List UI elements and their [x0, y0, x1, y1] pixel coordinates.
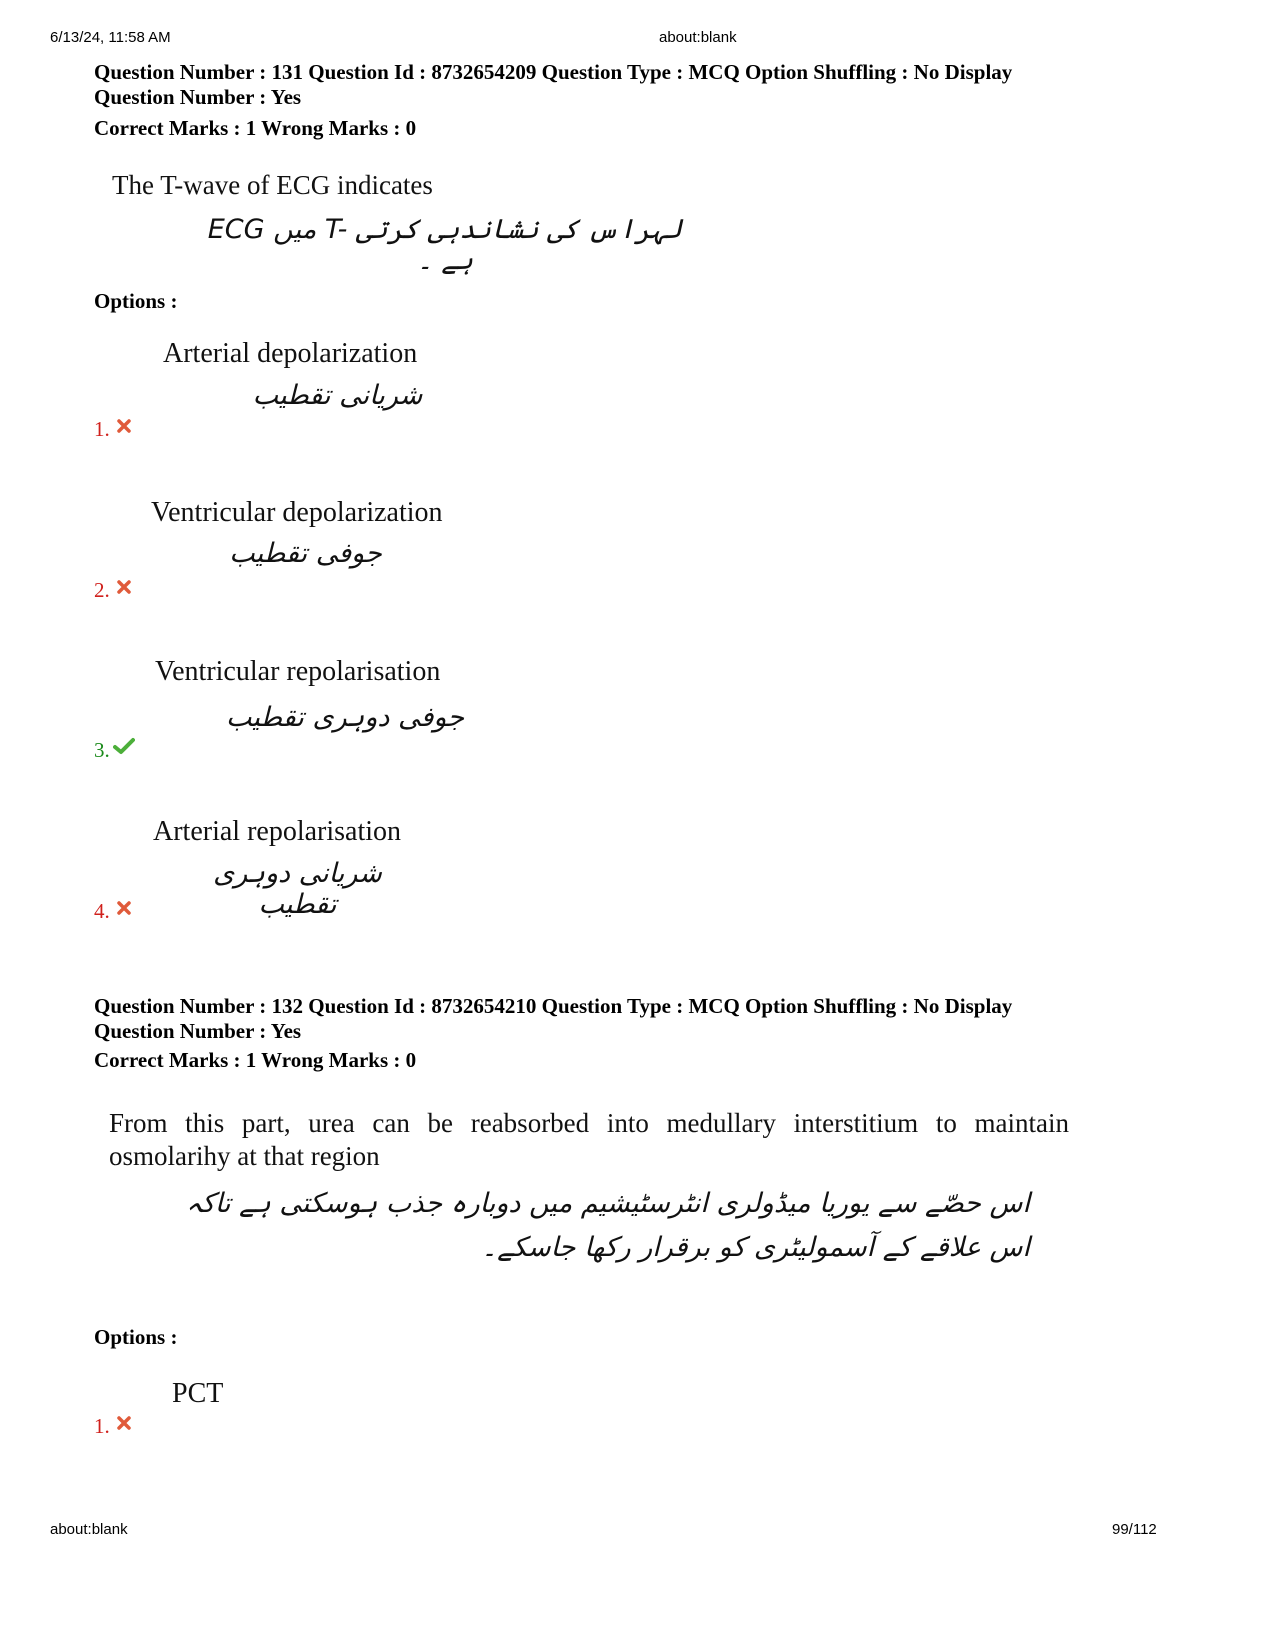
- option-text-en: Ventricular depolarization: [151, 497, 443, 528]
- question-marks: Correct Marks : 1 Wrong Marks : 0: [94, 1048, 417, 1072]
- question-meta-line1: Question Number : 131 Question Id : 8732654209 Question Type : MCQ Option Shuffling : No Display: [94, 60, 1013, 84]
- question-text-en: The T-wave of ECG indicates: [112, 170, 433, 200]
- question-text-en-line2: osmolarihy at that region: [109, 1141, 380, 1171]
- print-url-footer: about:blank: [50, 1521, 128, 1538]
- print-url-header: about:blank: [659, 29, 737, 46]
- print-datetime: 6/13/24, 11:58 AM: [50, 29, 171, 46]
- option-text-en: Arterial depolarization: [163, 338, 418, 369]
- option-number: 1.: [94, 417, 110, 441]
- option-number: 4.: [94, 899, 110, 923]
- option-text-ur: شریانی دوہری تقطیب: [213, 858, 382, 920]
- page-number: 99/112: [1112, 1521, 1157, 1538]
- question-text-en-line1: From this part, urea can be reabsorbed into medullary interstitium to maintain: [109, 1108, 1069, 1138]
- option-number: 2.: [94, 578, 110, 602]
- option-number: 3.: [94, 738, 110, 762]
- wrong-icon: [116, 1415, 132, 1431]
- options-label: Options :: [94, 1325, 178, 1349]
- option-text-en: Arterial repolarisation: [153, 816, 402, 847]
- wrong-icon: [116, 418, 132, 434]
- question-marks: Correct Marks : 1 Wrong Marks : 0: [94, 116, 417, 140]
- question-meta-line1: Question Number : 132 Question Id : 8732654210 Question Type : MCQ Option Shuffling : No Display: [94, 994, 1013, 1018]
- question-text-ur-line1: اس حصّے سے یوریا میڈولری انٹرسٹیشیم میں دوبارہ جذب ہوسکتی ہے تاکہ: [186, 1188, 1030, 1219]
- option-number: 1.: [94, 1414, 110, 1438]
- correct-icon: [113, 737, 135, 755]
- question-text-ur-line2: اس علاقے کے آسمولیٹری کو برقرار رکھا جاسکے۔: [481, 1232, 1030, 1263]
- question-text-ur: ECG میں T- لہراس کی نشاندہی کرتی ہے ۔: [207, 214, 683, 276]
- options-label: Options :: [94, 289, 178, 313]
- option-text-en: PCT: [172, 1378, 224, 1409]
- option-text-ur: جوفی تقطیب: [229, 538, 382, 569]
- option-text-ur: شریانی تقطیب: [252, 380, 423, 411]
- question-meta-line2: Question Number : Yes: [94, 85, 302, 109]
- question-meta-line2: Question Number : Yes: [94, 1019, 302, 1043]
- wrong-icon: [116, 579, 132, 595]
- option-text-en: Ventricular repolarisation: [155, 656, 441, 687]
- wrong-icon: [116, 900, 132, 916]
- option-text-ur: جوفی دوہری تقطیب: [225, 702, 465, 733]
